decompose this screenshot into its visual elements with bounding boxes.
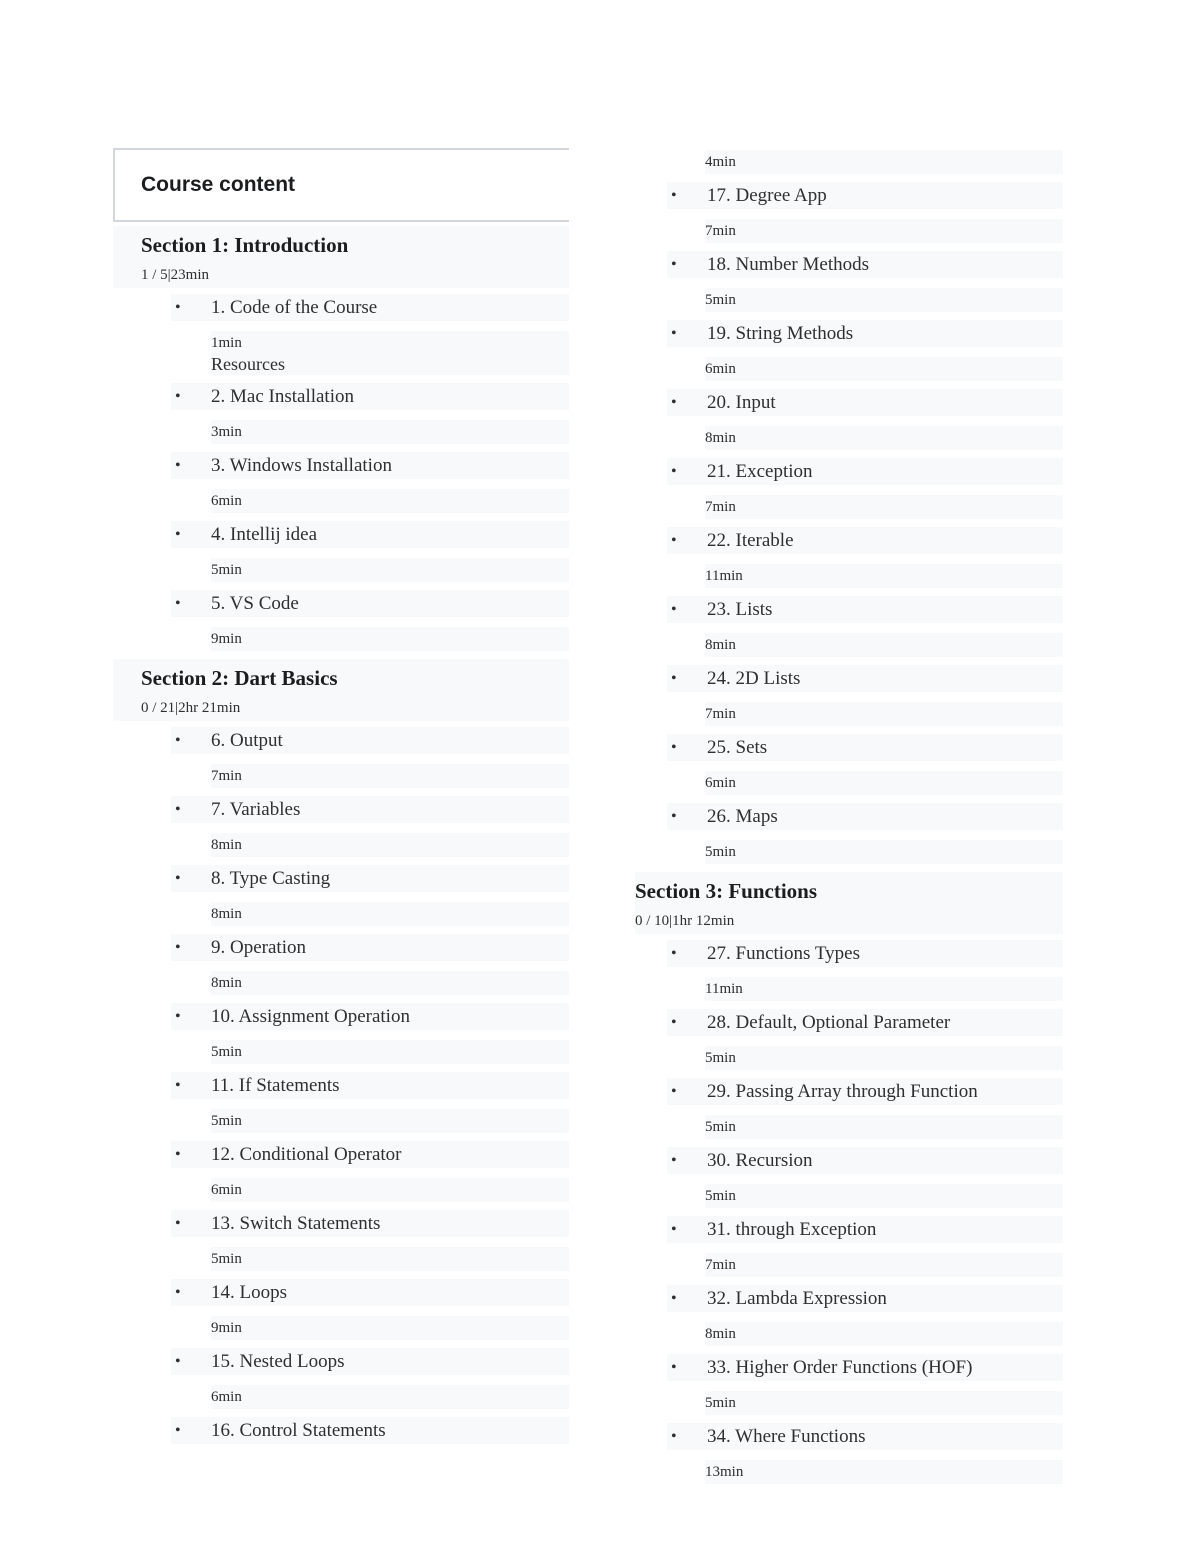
lecture-title: 27. Functions Types bbox=[707, 942, 860, 964]
lecture-title: 2. Mac Installation bbox=[211, 385, 354, 407]
lecture-title: 10. Assignment Operation bbox=[211, 1005, 410, 1027]
lecture-duration: 5min bbox=[705, 1391, 1063, 1415]
bullet-icon: • bbox=[175, 387, 181, 405]
lecture-duration: 7min bbox=[705, 702, 1063, 726]
lecture-duration: 5min bbox=[211, 1247, 569, 1271]
lecture-item[interactable] bbox=[667, 596, 1063, 623]
lecture-item[interactable] bbox=[171, 1417, 569, 1444]
lecture-duration: 8min bbox=[705, 1322, 1063, 1346]
lecture-title: 24. 2D Lists bbox=[707, 667, 801, 689]
lecture-item[interactable] bbox=[171, 934, 569, 961]
lecture-duration: 13min bbox=[705, 1460, 1063, 1484]
lecture-title: 30. Recursion bbox=[707, 1149, 813, 1171]
lecture-duration: 5min bbox=[211, 1109, 569, 1133]
lecture-duration: 1min bbox=[211, 335, 242, 351]
bullet-icon: • bbox=[175, 1283, 181, 1301]
resources-link[interactable]: Resources bbox=[211, 354, 285, 374]
section-header[interactable] bbox=[113, 659, 569, 721]
lecture-duration: 5min bbox=[211, 1040, 569, 1064]
lecture-duration: 7min bbox=[705, 1253, 1063, 1277]
lecture-title: 32. Lambda Expression bbox=[707, 1287, 887, 1309]
course-content-header bbox=[113, 148, 569, 222]
lecture-duration: 11min bbox=[705, 564, 1063, 588]
bullet-icon: • bbox=[671, 738, 677, 756]
lecture-title: 28. Default, Optional Parameter bbox=[707, 1011, 951, 1033]
lecture-item[interactable] bbox=[171, 727, 569, 754]
lecture-duration: 7min bbox=[705, 219, 1063, 243]
section-header[interactable] bbox=[635, 872, 1063, 934]
lecture-duration: 9min bbox=[211, 627, 569, 651]
bullet-icon: • bbox=[175, 1214, 181, 1232]
lecture-title: 31. through Exception bbox=[707, 1218, 877, 1240]
lecture-item[interactable] bbox=[171, 1279, 569, 1306]
lecture-item[interactable] bbox=[171, 1141, 569, 1168]
lecture-duration: 6min bbox=[211, 1385, 569, 1409]
lecture-item[interactable] bbox=[171, 1348, 569, 1375]
lecture-item[interactable] bbox=[667, 940, 1063, 967]
lecture-item[interactable] bbox=[667, 1147, 1063, 1174]
bullet-icon: • bbox=[175, 298, 181, 316]
bullet-icon: • bbox=[175, 456, 181, 474]
bullet-icon: • bbox=[175, 800, 181, 818]
lecture-title: 11. If Statements bbox=[211, 1074, 340, 1096]
lecture-item[interactable] bbox=[667, 1285, 1063, 1312]
lecture-duration: 7min bbox=[211, 764, 569, 788]
lecture-title: 13. Switch Statements bbox=[211, 1212, 381, 1234]
lecture-item[interactable] bbox=[171, 796, 569, 823]
bullet-icon: • bbox=[175, 938, 181, 956]
lecture-item[interactable] bbox=[667, 1216, 1063, 1243]
lecture-duration: 8min bbox=[705, 633, 1063, 657]
bullet-icon: • bbox=[175, 731, 181, 749]
lecture-title: 16. Control Statements bbox=[211, 1419, 386, 1441]
right-column bbox=[635, 150, 1063, 1492]
lecture-title: 6. Output bbox=[211, 729, 283, 751]
lecture-title: 7. Variables bbox=[211, 798, 301, 820]
bullet-icon: • bbox=[671, 1289, 677, 1307]
lecture-item[interactable] bbox=[171, 1210, 569, 1237]
lecture-title: 19. String Methods bbox=[707, 322, 854, 344]
section-progress: 0 / 10|1hr 12min bbox=[635, 913, 735, 929]
bullet-icon: • bbox=[175, 525, 181, 543]
lecture-item[interactable] bbox=[667, 251, 1063, 278]
lecture-item[interactable] bbox=[667, 1423, 1063, 1450]
lecture-item[interactable] bbox=[171, 294, 569, 321]
bullet-icon: • bbox=[671, 669, 677, 687]
bullet-icon: • bbox=[175, 594, 181, 612]
lecture-title: 15. Nested Loops bbox=[211, 1350, 345, 1372]
lecture-item[interactable] bbox=[171, 452, 569, 479]
lecture-title: 12. Conditional Operator bbox=[211, 1143, 402, 1165]
lecture-duration: 6min bbox=[211, 1178, 569, 1202]
lecture-item[interactable] bbox=[171, 1003, 569, 1030]
bullet-icon: • bbox=[175, 1352, 181, 1370]
lecture-duration: 5min bbox=[705, 1046, 1063, 1070]
bullet-icon: • bbox=[671, 1220, 677, 1238]
section-title: Section 2: Dart Basics bbox=[141, 666, 338, 690]
lecture-title: 20. Input bbox=[707, 391, 776, 413]
lecture-duration: 5min bbox=[705, 840, 1063, 864]
lecture-item[interactable] bbox=[667, 1009, 1063, 1036]
lecture-title: 5. VS Code bbox=[211, 592, 299, 614]
lecture-title: 4. Intellij idea bbox=[211, 523, 318, 545]
lecture-duration: 8min bbox=[211, 902, 569, 926]
lecture-title: 21. Exception bbox=[707, 460, 813, 482]
lecture-title: 14. Loops bbox=[211, 1281, 287, 1303]
page-title: Course content bbox=[141, 173, 296, 196]
bullet-icon: • bbox=[671, 324, 677, 342]
lecture-title: 34. Where Functions bbox=[707, 1425, 866, 1447]
bullet-icon: • bbox=[671, 393, 677, 411]
lecture-duration: 8min bbox=[705, 426, 1063, 450]
lecture-item[interactable] bbox=[667, 527, 1063, 554]
bullet-icon: • bbox=[671, 1358, 677, 1376]
bullet-icon: • bbox=[671, 462, 677, 480]
lecture-duration: 6min bbox=[705, 771, 1063, 795]
bullet-icon: • bbox=[671, 807, 677, 825]
section-title: Section 3: Functions bbox=[635, 879, 818, 903]
lecture-item[interactable] bbox=[667, 1078, 1063, 1105]
bullet-icon: • bbox=[671, 944, 677, 962]
lecture-duration: 5min bbox=[705, 1184, 1063, 1208]
lecture-item[interactable] bbox=[171, 521, 569, 548]
lecture-title: 8. Type Casting bbox=[211, 867, 331, 889]
lecture-item[interactable] bbox=[171, 1072, 569, 1099]
bullet-icon: • bbox=[671, 1427, 677, 1445]
lecture-item[interactable] bbox=[171, 590, 569, 617]
lecture-title: 33. Higher Order Functions (HOF) bbox=[707, 1356, 973, 1378]
lecture-title: 1. Code of the Course bbox=[211, 296, 378, 318]
lecture-title: 23. Lists bbox=[707, 598, 773, 620]
lecture-duration: 5min bbox=[705, 288, 1063, 312]
lecture-duration: 5min bbox=[705, 1115, 1063, 1139]
lecture-item[interactable] bbox=[667, 1354, 1063, 1381]
lecture-item[interactable] bbox=[667, 458, 1063, 485]
lecture-item[interactable] bbox=[667, 734, 1063, 761]
lecture-item[interactable] bbox=[667, 320, 1063, 347]
lecture-duration: 11min bbox=[705, 977, 1063, 1001]
lecture-item[interactable] bbox=[171, 865, 569, 892]
section-header[interactable] bbox=[113, 226, 569, 288]
lecture-duration: 8min bbox=[211, 971, 569, 995]
bullet-icon: • bbox=[671, 1013, 677, 1031]
lecture-title: 18. Number Methods bbox=[707, 253, 870, 275]
lecture-title: 9. Operation bbox=[211, 936, 306, 958]
bullet-icon: • bbox=[175, 1007, 181, 1025]
bullet-icon: • bbox=[175, 869, 181, 887]
bullet-icon: • bbox=[671, 1151, 677, 1169]
lecture-duration: 6min bbox=[211, 489, 569, 513]
lecture-duration: 4min bbox=[705, 150, 1063, 174]
lecture-item[interactable] bbox=[667, 389, 1063, 416]
bullet-icon: • bbox=[175, 1421, 181, 1439]
bullet-icon: • bbox=[671, 1082, 677, 1100]
lecture-duration: 9min bbox=[211, 1316, 569, 1340]
lecture-item[interactable] bbox=[667, 803, 1063, 830]
lecture-meta bbox=[211, 331, 569, 375]
bullet-icon: • bbox=[175, 1076, 181, 1094]
bullet-icon: • bbox=[671, 186, 677, 204]
section-title: Section 1: Introduction bbox=[141, 233, 349, 257]
lecture-title: 17. Degree App bbox=[707, 184, 827, 206]
lecture-duration: 3min bbox=[211, 420, 569, 444]
bullet-icon: • bbox=[671, 255, 677, 273]
lecture-item[interactable] bbox=[667, 665, 1063, 692]
lecture-item[interactable] bbox=[667, 182, 1063, 209]
lecture-title: 26. Maps bbox=[707, 805, 778, 827]
bullet-icon: • bbox=[175, 1145, 181, 1163]
lecture-item[interactable] bbox=[171, 383, 569, 410]
left-column bbox=[113, 148, 569, 1454]
bullet-icon: • bbox=[671, 600, 677, 618]
lecture-duration: 8min bbox=[211, 833, 569, 857]
lecture-title: 22. Iterable bbox=[707, 529, 794, 551]
section-progress: 0 / 21|2hr 21min bbox=[141, 700, 241, 716]
bullet-icon: • bbox=[671, 531, 677, 549]
lecture-duration: 5min bbox=[211, 558, 569, 582]
lecture-title: 25. Sets bbox=[707, 736, 768, 758]
lecture-duration: 7min bbox=[705, 495, 1063, 519]
lecture-duration: 6min bbox=[705, 357, 1063, 381]
lecture-title: 29. Passing Array through Function bbox=[707, 1080, 978, 1102]
section-progress: 1 / 5|23min bbox=[141, 267, 210, 283]
lecture-title: 3. Windows Installation bbox=[211, 454, 392, 476]
